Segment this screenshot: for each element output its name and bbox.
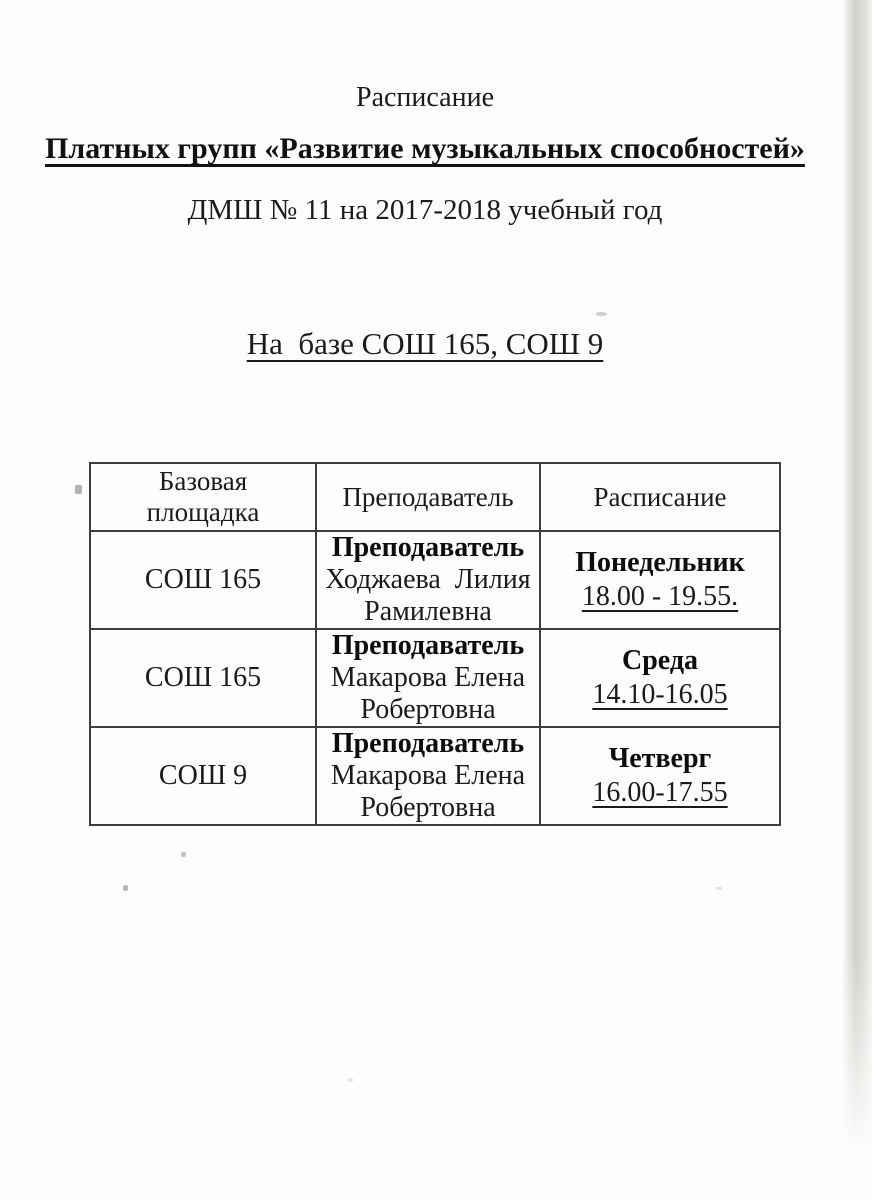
teacher-cell [316,727,540,825]
scan-speck [181,852,186,857]
site-cell: СОШ 9 [90,727,316,825]
time-label: 18.00 - 19.55. [581,581,739,612]
header-teacher-label: Преподаватель [342,481,514,512]
schedule-cell [540,531,780,629]
scan-speck [348,1078,353,1082]
teacher-cell [316,531,540,629]
scan-speck [75,485,82,494]
scan-speck [123,885,128,891]
schedule-table [89,462,781,826]
day-label: Понедельник [575,547,745,578]
time-label: 16.00-17.55 [592,777,728,808]
schedule-cell [540,727,780,825]
table-row [90,629,780,727]
scanner-edge-band [842,0,872,1165]
header-cell-schedule [540,463,780,531]
doc-school-year-line: ДМШ № 11 на 2017-2018 учебный год [187,194,663,226]
doc-subtitle-groups: Платных групп «Развитие музыкальных способностей» [45,132,805,165]
teacher-name-line: Макарова Елена [330,760,526,791]
table-row [90,727,780,825]
day-label: Четверг [608,743,712,774]
schedule-cell [540,629,780,727]
teacher-cell [316,629,540,727]
site-cell: СОШ 165 [90,531,316,629]
site-cell: СОШ 165 [90,629,316,727]
teacher-name-line: Рамилевна [364,596,492,627]
header-cell-teacher [316,463,540,531]
day-label: Среда [621,645,698,676]
teacher-name-line: Робертовна [360,694,496,725]
teacher-label: Преподаватель [331,630,525,661]
teacher-name-line: Макарова Елена [330,662,526,693]
header-site-label: Базовая площадка [146,466,260,527]
doc-title: Расписание [356,82,494,113]
teacher-label: Преподаватель [331,532,525,563]
table-row [90,531,780,629]
scan-speck [596,312,607,316]
table-header-row [90,463,780,531]
teacher-name-line: Ходжаева Лилия [325,564,531,595]
teacher-name-line: Робертовна [360,792,496,823]
scan-speck [716,887,722,890]
header-cell-site [90,463,316,531]
time-label: 14.10-16.05 [592,679,728,710]
doc-location-line: На базе СОШ 165, СОШ 9 [246,326,604,361]
header-schedule-label: Расписание [593,481,727,512]
teacher-label: Преподаватель [331,728,525,759]
